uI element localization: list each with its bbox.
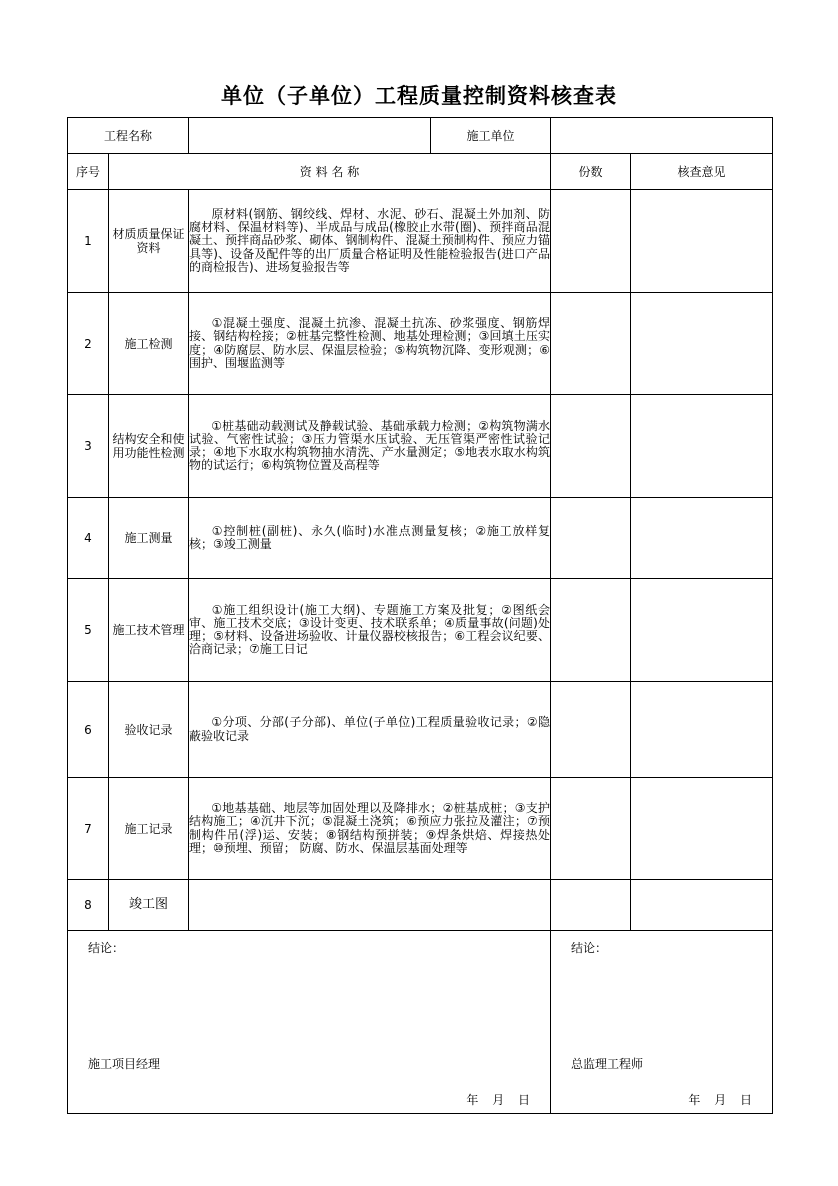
row-copies-cell[interactable] xyxy=(551,579,631,682)
opinion-column-header: 核查意见 xyxy=(631,154,773,190)
conclusion-left[interactable] xyxy=(68,931,551,1114)
row-opinion-cell[interactable] xyxy=(631,682,773,778)
row-opinion-cell[interactable] xyxy=(631,498,773,579)
table-row xyxy=(68,682,773,778)
row-category: 结构安全和使用功能性检测 xyxy=(109,395,189,498)
conclusion-left-date: 年 月 日 xyxy=(466,1093,531,1107)
row-category: 材质质量保证资料 xyxy=(109,190,189,293)
row-category: 施工测量 xyxy=(109,498,189,579)
table-row xyxy=(68,778,773,880)
header-row xyxy=(68,118,773,154)
row-number: 3 xyxy=(68,395,109,498)
row-number: 1 xyxy=(68,190,109,293)
row-description-text: ①施工组织设计(施工大纲)、专题施工方案及批复；②图纸会审、施工技术交底；③设计变更、技术联系单；④质量事故(问题)处理；⑤材料、设备进场验收、计量仪器校核报告；⑥工程会议纪要、洽商记录；⑦施工日记 xyxy=(189,602,551,657)
row-opinion-cell[interactable] xyxy=(631,880,773,931)
row-description xyxy=(189,498,551,579)
table-row xyxy=(68,190,773,293)
row-category: 施工技术管理 xyxy=(109,579,189,682)
row-copies-cell[interactable] xyxy=(551,190,631,293)
row-opinion-cell[interactable] xyxy=(631,190,773,293)
row-copies-cell[interactable] xyxy=(551,778,631,880)
row-number: 6 xyxy=(68,682,109,778)
column-header-row xyxy=(68,154,773,190)
row-opinion-cell[interactable] xyxy=(631,395,773,498)
row-description xyxy=(189,778,551,880)
row-description-text: ①地基基础、地层等加固处理以及降排水；②桩基成桩；③支护结构施工；④沉井下沉；⑤混凝土浇筑；⑥预应力张拉及灌注；⑦预制构件吊(浮)运、安装；⑧钢结构预拼装；⑨焊条烘焙、焊接热处理；⑩预埋、预留； 防腐、防水、保温层基面处理等 xyxy=(189,801,551,855)
conclusion-right-label: 结论： xyxy=(571,941,608,955)
row-description-text: ①混凝土强度、混凝土抗渗、混凝土抗冻、砂浆强度、钢筋焊接、钢结构栓接；②桩基完整性检测、地基处理检测；③回填土压实度；④防腐层、防水层、保温层检验；⑤构筑物沉降、变形观测；⑥围护、围堰监测等 xyxy=(189,316,551,370)
project-name-label: 工程名称 xyxy=(68,118,189,154)
row-number: 4 xyxy=(68,498,109,579)
conclusion-right-date: 年 月 日 xyxy=(688,1093,753,1107)
construction-unit-field[interactable] xyxy=(551,118,773,154)
table-row xyxy=(68,293,773,395)
conclusion-right[interactable] xyxy=(551,931,773,1114)
project-name-field[interactable] xyxy=(189,118,431,154)
row-opinion-cell[interactable] xyxy=(631,293,773,395)
row-number: 8 xyxy=(68,880,109,931)
project-manager-signature-label: 施工项目经理 xyxy=(88,1057,161,1071)
row-copies-cell[interactable] xyxy=(551,682,631,778)
row-opinion-cell[interactable] xyxy=(631,579,773,682)
row-copies-cell[interactable] xyxy=(551,293,631,395)
row-description xyxy=(189,395,551,498)
row-description-text: 原材料(钢筋、钢绞线、焊材、水泥、砂石、混凝土外加剂、防腐材料、保温材料等)、半成品与成品(橡胶止水带(圈)、预拌商品混凝土、预拌商品砂浆、砌体、钢制构件、混凝土预制构件、预应力锚具等)、设备及配件等的出厂质量合格证明及性能检验报告(进口产品的商检报告)、进场复验报告等 xyxy=(189,206,551,274)
row-number: 2 xyxy=(68,293,109,395)
row-description xyxy=(189,190,551,293)
row-description xyxy=(189,880,551,931)
row-category: 竣工图 xyxy=(109,880,189,931)
row-category: 施工检测 xyxy=(109,293,189,395)
conclusion-left-label: 结论： xyxy=(88,941,125,955)
row-category: 验收记录 xyxy=(109,682,189,778)
row-description-text: ①控制桩(副桩)、永久(临时)水准点测量复核；②施工放样复核；③竣工测量 xyxy=(189,523,551,551)
table-row xyxy=(68,880,773,931)
page-title: 单位（子单位）工程质量控制资料核查表 xyxy=(221,84,617,108)
row-description-text: ①分项、分部(子分部)、单位(子单位)工程质量验收记录；②隐蔽验收记录 xyxy=(189,715,551,743)
construction-unit-label: 施工单位 xyxy=(431,118,551,154)
table-row xyxy=(68,395,773,498)
seq-column-header: 序号 xyxy=(68,154,109,190)
row-opinion-cell[interactable] xyxy=(631,778,773,880)
row-copies-cell[interactable] xyxy=(551,498,631,579)
row-description xyxy=(189,293,551,395)
row-number: 5 xyxy=(68,579,109,682)
table-row xyxy=(68,579,773,682)
check-table xyxy=(67,117,773,1114)
row-category: 施工记录 xyxy=(109,778,189,880)
row-number: 7 xyxy=(68,778,109,880)
table-row xyxy=(68,498,773,579)
row-description xyxy=(189,682,551,778)
material-column-header: 资 料 名 称 xyxy=(109,154,551,190)
chief-supervisor-signature-label: 总监理工程师 xyxy=(571,1057,644,1071)
row-description-text: ①桩基础动载测试及静载试验、基础承载力检测；②构筑物满水试验、气密性试验；③压力管渠水压试验、无压管渠严密性试验记录；④地下水取水构筑物抽水清洗、产水量测定；⑤地表水取水构筑物的试运行；⑥构筑物位置及高程等 xyxy=(189,418,551,473)
row-copies-cell[interactable] xyxy=(551,880,631,931)
copies-column-header: 份数 xyxy=(551,154,631,190)
conclusion-row xyxy=(68,931,773,1114)
row-copies-cell[interactable] xyxy=(551,395,631,498)
row-description xyxy=(189,579,551,682)
